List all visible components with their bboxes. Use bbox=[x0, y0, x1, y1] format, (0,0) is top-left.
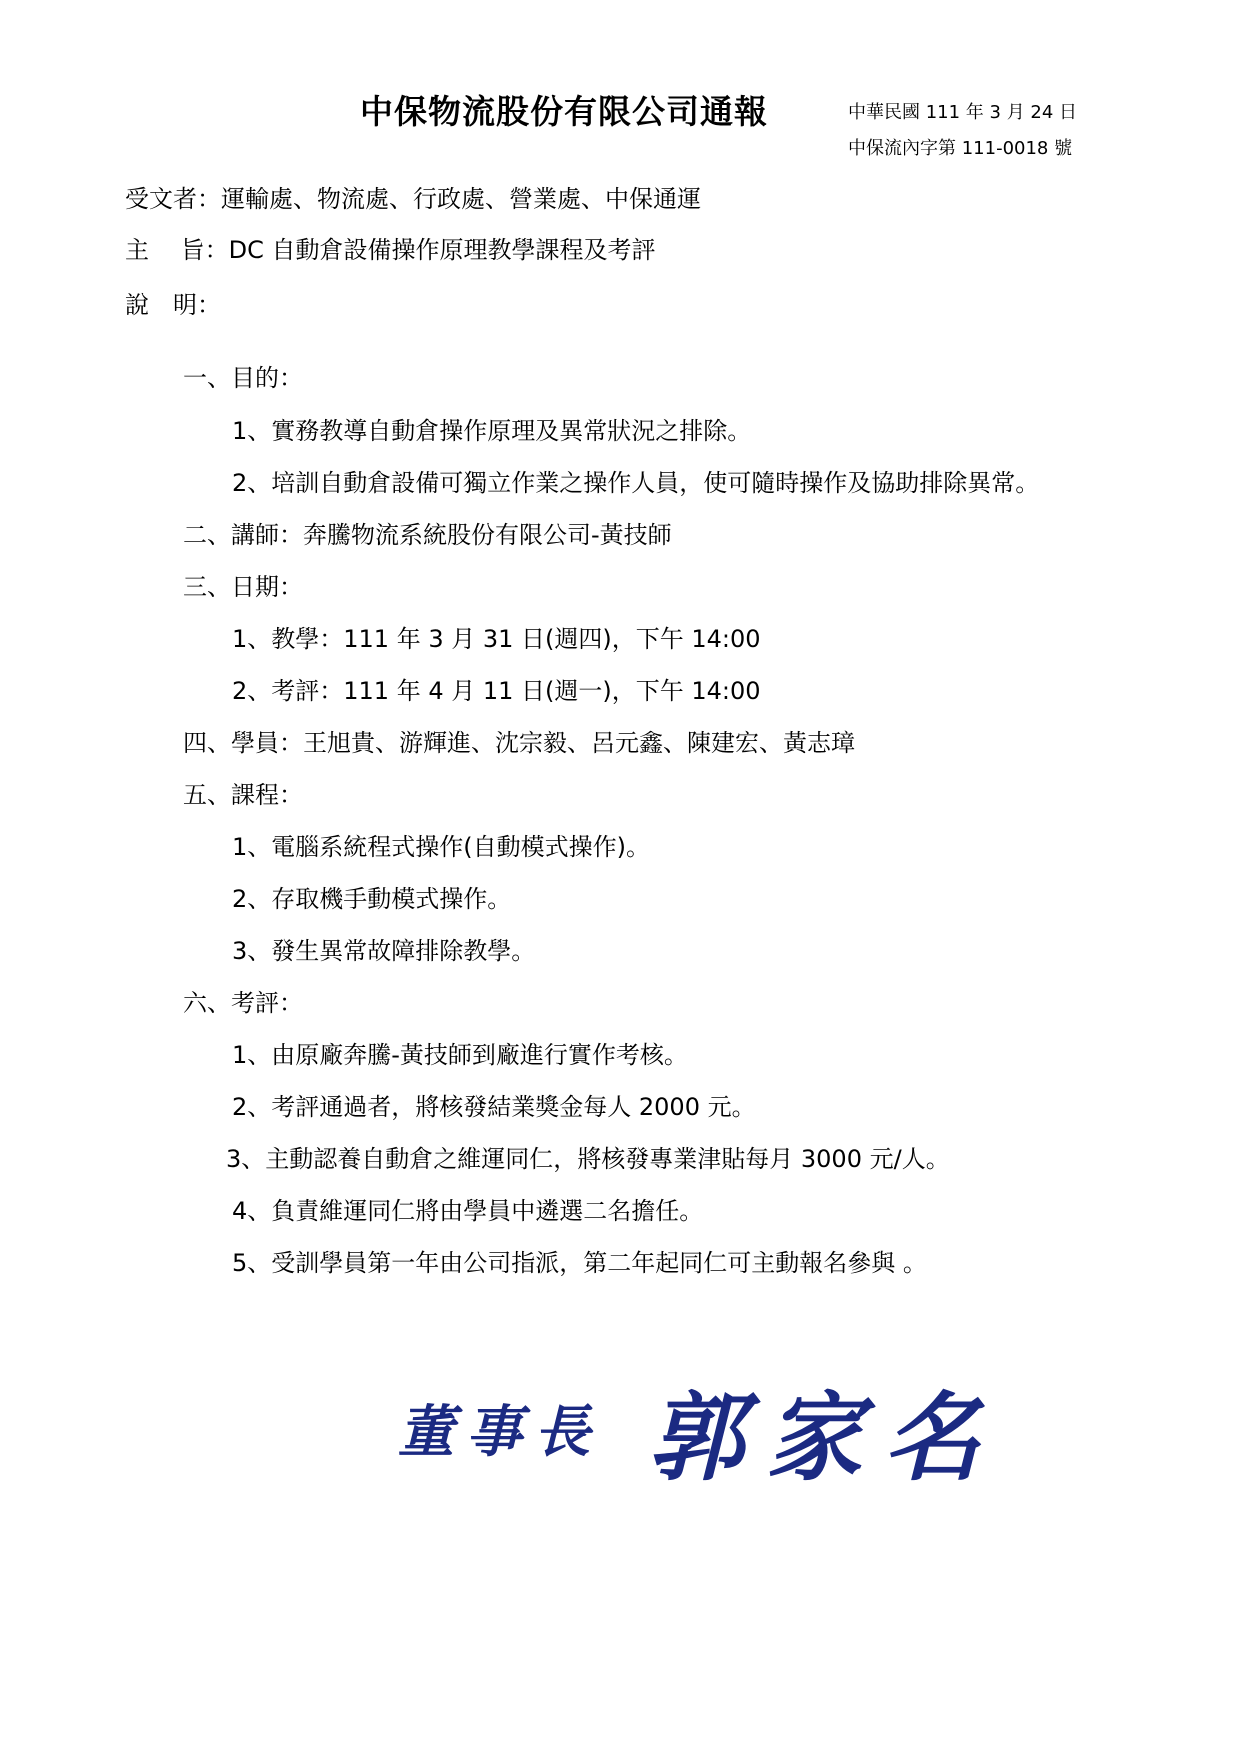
evaluation-item: 2、考評通過者，將核發結業獎金每人 2000 元。 bbox=[232, 1093, 756, 1121]
date-item: 2、考評：111 年 4 月 11 日(週一)，下午 14:00 bbox=[232, 677, 761, 705]
subject: 主 旨：DC 自動倉設備操作原理教學課程及考評 bbox=[125, 236, 656, 264]
evaluation-item: 4、負責維運同仁將由學員中遴選二名擔任。 bbox=[232, 1197, 704, 1225]
section-heading-evaluation: 六、考評： bbox=[183, 989, 303, 1017]
evaluation-item: 5、受訓學員第一年由公司指派，第二年起同仁可主動報名參與 。 bbox=[232, 1249, 927, 1277]
purpose-item: 2、培訓自動倉設備可獨立作業之操作人員，使可隨時操作及協助排除異常。 bbox=[232, 469, 1040, 497]
purpose-item: 1、實務教導自動倉操作原理及異常狀況之排除。 bbox=[232, 417, 752, 445]
section-heading-courses: 五、課程： bbox=[183, 781, 303, 809]
evaluation-item: 1、由原廠奔騰-黃技師到廠進行實作考核。 bbox=[232, 1041, 688, 1069]
signature-title: 董事長 bbox=[398, 1399, 602, 1465]
evaluation-item: 3、主動認養自動倉之維運同仁，將核發專業津貼每月 3000 元/人。 bbox=[226, 1145, 950, 1173]
date-item: 1、教學：111 年 3 月 31 日(週四)，下午 14:00 bbox=[232, 625, 761, 653]
section-heading-dates: 三、日期： bbox=[183, 573, 303, 601]
explanation-label: 說 明： bbox=[125, 291, 221, 319]
course-item: 2、存取機手動模式操作。 bbox=[232, 885, 512, 913]
issue-date: 中華民國 111 年 3 月 24 日 bbox=[848, 102, 1078, 123]
section-heading-lecturer: 二、講師：奔騰物流系統股份有限公司-黃技師 bbox=[183, 521, 672, 549]
section-heading-trainees: 四、學員：王旭貴、游輝進、沈宗毅、呂元鑫、陳建宏、黃志璋 bbox=[183, 729, 855, 757]
recipients: 受文者：運輸處、物流處、行政處、營業處、中保通運 bbox=[125, 185, 701, 213]
document-title: 中保物流股份有限公司通報 bbox=[360, 92, 768, 131]
course-item: 3、發生異常故障排除教學。 bbox=[232, 937, 536, 965]
section-heading-purpose: 一、目的： bbox=[183, 364, 303, 392]
signature-name: 郭家名 bbox=[648, 1381, 1002, 1494]
course-item: 1、電腦系統程式操作(自動模式操作)。 bbox=[232, 833, 650, 861]
reference-number: 中保流內字第 111-0018 號 bbox=[848, 138, 1073, 159]
